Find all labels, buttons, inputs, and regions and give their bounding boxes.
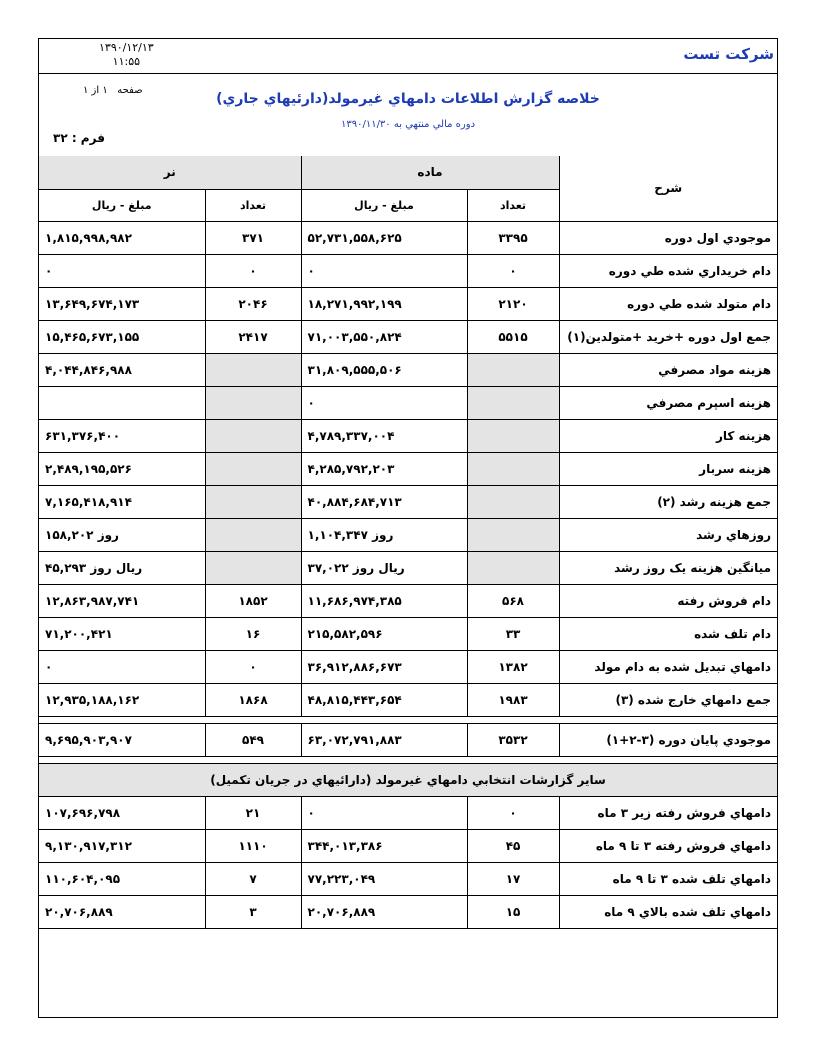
blank-cell xyxy=(39,928,777,988)
female-amount-cell: ۳۴۴,۰۱۳,۳۸۶ xyxy=(301,829,467,862)
female-count-cell: ۳۳ xyxy=(467,617,559,650)
female-amount-cell: ۴۸,۸۱۵,۴۴۳,۶۵۴ xyxy=(301,683,467,716)
table-row xyxy=(39,584,777,617)
female-count-cell: ۵۶۸ xyxy=(467,584,559,617)
male-amount-cell: ۴,۰۴۴,۸۴۶,۹۸۸ xyxy=(39,353,205,386)
table-row xyxy=(39,650,777,683)
female-amount-cell: ۶۳,۰۷۲,۷۹۱,۸۸۳ xyxy=(301,723,467,756)
female-count-cell xyxy=(467,419,559,452)
description-cell: دام فروش رفته xyxy=(559,584,777,617)
print-time: ۱۱:۵۵ xyxy=(112,55,141,68)
table-row xyxy=(39,254,777,287)
male-count-cell xyxy=(205,551,301,584)
male-count-cell: ۲۱ xyxy=(205,796,301,829)
female-amount-cell: ۷۱,۰۰۳,۵۵۰,۸۲۴ xyxy=(301,320,467,353)
female-header: ماده xyxy=(301,156,559,189)
description-cell: جمع اول دوره +خريد +متولدين(۱) xyxy=(559,320,777,353)
female-amount-header: مبلغ - ريال xyxy=(301,189,467,221)
description-cell: دامهاي تبديل شده به دام مولد xyxy=(559,650,777,683)
male-count-header: تعداد xyxy=(205,189,301,221)
male-amount-cell: ۱۰۷,۶۹۶,۷۹۸ xyxy=(39,796,205,829)
male-amount-cell: ۱۳,۶۴۹,۶۷۴,۱۷۳ xyxy=(39,287,205,320)
female-amount-cell: ۳۷,۰۲۲ ريال روز xyxy=(301,551,467,584)
description-cell: دام تلف شده xyxy=(559,617,777,650)
description-cell: هزينه اسپرم مصرفي xyxy=(559,386,777,419)
male-amount-header: مبلغ - ريال xyxy=(39,189,205,221)
female-count-cell xyxy=(467,518,559,551)
description-cell: موجودي اول دوره xyxy=(559,221,777,254)
male-amount-cell: ۱۵,۴۶۵,۶۷۳,۱۵۵ xyxy=(39,320,205,353)
male-count-cell: ۷ xyxy=(205,862,301,895)
male-amount-cell xyxy=(39,386,205,419)
male-count-cell xyxy=(205,452,301,485)
male-count-cell: ۱۶ xyxy=(205,617,301,650)
male-amount-cell: ۰ xyxy=(39,254,205,287)
table-row xyxy=(39,287,777,320)
female-count-cell xyxy=(467,485,559,518)
male-count-cell xyxy=(205,353,301,386)
blank-row xyxy=(39,928,777,988)
female-amount-cell: ۲۰,۷۰۶,۸۸۹ xyxy=(301,895,467,928)
report-table xyxy=(39,156,777,988)
female-count-cell: ۱۳۸۲ xyxy=(467,650,559,683)
separator-cell xyxy=(39,716,777,723)
male-amount-cell: ۲,۴۸۹,۱۹۵,۵۲۶ xyxy=(39,452,205,485)
description-cell: هزينه سربار xyxy=(559,452,777,485)
table-row xyxy=(39,683,777,716)
form-number: فرم : ۳۲ xyxy=(53,131,105,145)
female-count-header: تعداد xyxy=(467,189,559,221)
section-title: ساير گزارشات انتخابي دامهاي غيرمولد (دارائيهاي در جريان تکميل) xyxy=(39,763,777,796)
header-divider xyxy=(39,73,777,74)
male-count-cell: ۳ xyxy=(205,895,301,928)
female-count-cell: ۲۱۲۰ xyxy=(467,287,559,320)
separator-cell xyxy=(39,756,777,763)
description-cell: دامهاي فروش رفته زير ۳ ماه xyxy=(559,796,777,829)
female-amount-cell: ۰ xyxy=(301,796,467,829)
female-amount-cell: ۴۰,۸۸۴,۶۸۴,۷۱۳ xyxy=(301,485,467,518)
female-amount-cell: ۵۲,۷۳۱,۵۵۸,۶۲۵ xyxy=(301,221,467,254)
table-row xyxy=(39,452,777,485)
male-count-cell: ۰ xyxy=(205,254,301,287)
male-amount-cell: ۹,۱۳۰,۹۱۷,۳۱۲ xyxy=(39,829,205,862)
male-count-cell: ۱۱۱۰ xyxy=(205,829,301,862)
female-count-cell: ۰ xyxy=(467,254,559,287)
print-date: ۱۳۹۰/۱۲/۱۳ xyxy=(99,41,154,54)
report-period: دوره مالي منتهي به ۱۳۹۰/۱۱/۳۰ xyxy=(340,119,476,130)
description-cell: موجودي پايان دوره (۳-۲+۱) xyxy=(559,723,777,756)
female-count-cell: ۳۵۳۲ xyxy=(467,723,559,756)
female-amount-cell: ۲۱۵,۵۸۲,۵۹۶ xyxy=(301,617,467,650)
report-title: خلاصه گزارش اطلاعات دامهاي غيرمولد(دارئيهاي جاري) xyxy=(216,91,600,107)
female-count-cell: ۱۷ xyxy=(467,862,559,895)
male-amount-cell: ۲۰,۷۰۶,۸۸۹ xyxy=(39,895,205,928)
print-datetime xyxy=(99,41,154,69)
male-count-cell: ۱۸۵۲ xyxy=(205,584,301,617)
separator-row xyxy=(39,756,777,763)
female-amount-cell: ۷۷,۲۲۳,۰۴۹ xyxy=(301,862,467,895)
table-row xyxy=(39,723,777,756)
male-amount-cell: ۷,۱۶۵,۴۱۸,۹۱۴ xyxy=(39,485,205,518)
female-count-cell: ۰ xyxy=(467,796,559,829)
description-cell: هزينه کار xyxy=(559,419,777,452)
table-row xyxy=(39,617,777,650)
female-amount-cell: ۱۸,۲۷۱,۹۹۲,۱۹۹ xyxy=(301,287,467,320)
female-count-cell: ۱۹۸۳ xyxy=(467,683,559,716)
male-amount-cell: ۱,۸۱۵,۹۹۸,۹۸۲ xyxy=(39,221,205,254)
female-amount-cell: ۳۱,۸۰۹,۵۵۵,۵۰۶ xyxy=(301,353,467,386)
table-row xyxy=(39,320,777,353)
table-row xyxy=(39,485,777,518)
description-cell: دامهاي تلف شده ۳ تا ۹ ماه xyxy=(559,862,777,895)
description-cell: دام خريداري شده طي دوره xyxy=(559,254,777,287)
page-number: ۱ از ۱ xyxy=(83,85,108,96)
male-count-cell xyxy=(205,518,301,551)
table-row xyxy=(39,518,777,551)
male-amount-cell: ۶۳۱,۳۷۶,۴۰۰ xyxy=(39,419,205,452)
report-frame xyxy=(38,38,778,1018)
table-row xyxy=(39,386,777,419)
male-amount-cell: ۱۱۰,۶۰۴,۰۹۵ xyxy=(39,862,205,895)
male-count-cell: ۰ xyxy=(205,650,301,683)
female-amount-cell: ۱,۱۰۴,۳۴۷ روز xyxy=(301,518,467,551)
table-row xyxy=(39,551,777,584)
male-count-cell: ۱۸۶۸ xyxy=(205,683,301,716)
description-header: شرح xyxy=(559,156,777,221)
table-row xyxy=(39,221,777,254)
male-amount-cell: ۱۲,۸۶۳,۹۸۷,۷۴۱ xyxy=(39,584,205,617)
description-cell: دام متولد شده طي دوره xyxy=(559,287,777,320)
male-amount-cell: ۱۵۸,۲۰۲ روز xyxy=(39,518,205,551)
male-amount-cell: ۹,۶۹۵,۹۰۳,۹۰۷ xyxy=(39,723,205,756)
female-count-cell: ۱۵ xyxy=(467,895,559,928)
female-amount-cell: ۴,۲۸۵,۷۹۲,۲۰۳ xyxy=(301,452,467,485)
male-count-cell xyxy=(205,485,301,518)
company-name: شرکت تست xyxy=(683,45,774,63)
female-count-cell: ۴۵ xyxy=(467,829,559,862)
male-count-cell: ۵۴۹ xyxy=(205,723,301,756)
male-header: نر xyxy=(39,156,301,189)
male-amount-cell: ۰ xyxy=(39,650,205,683)
male-amount-cell: ۱۲,۹۳۵,۱۸۸,۱۶۲ xyxy=(39,683,205,716)
male-count-cell: ۲۴۱۷ xyxy=(205,320,301,353)
table-row xyxy=(39,796,777,829)
group-header-row xyxy=(39,156,777,189)
female-count-cell: ۵۵۱۵ xyxy=(467,320,559,353)
female-amount-cell: ۱۱,۶۸۶,۹۷۴,۳۸۵ xyxy=(301,584,467,617)
female-amount-cell: ۰ xyxy=(301,386,467,419)
female-count-cell: ۳۳۹۵ xyxy=(467,221,559,254)
female-amount-cell: ۰ xyxy=(301,254,467,287)
male-count-cell xyxy=(205,419,301,452)
table-row xyxy=(39,895,777,928)
description-cell: ميانگين هزينه يک روز رشد xyxy=(559,551,777,584)
table-row xyxy=(39,419,777,452)
female-amount-cell: ۳۶,۹۱۲,۸۸۶,۶۷۳ xyxy=(301,650,467,683)
female-count-cell xyxy=(467,353,559,386)
separator-row xyxy=(39,716,777,723)
table-row xyxy=(39,862,777,895)
male-count-cell xyxy=(205,386,301,419)
description-cell: دامهاي تلف شده بالاي ۹ ماه xyxy=(559,895,777,928)
description-cell: دامهاي فروش رفته ۳ تا ۹ ماه xyxy=(559,829,777,862)
male-count-cell: ۳۷۱ xyxy=(205,221,301,254)
page-label: صفحه xyxy=(117,85,143,96)
section-header-row xyxy=(39,763,777,796)
male-count-cell: ۲۰۴۶ xyxy=(205,287,301,320)
description-cell: جمع دامهاي خارج شده (۳) xyxy=(559,683,777,716)
table-row xyxy=(39,829,777,862)
female-count-cell xyxy=(467,452,559,485)
description-cell: جمع هزينه رشد (۲) xyxy=(559,485,777,518)
description-cell: روزهاي رشد xyxy=(559,518,777,551)
female-count-cell xyxy=(467,551,559,584)
table-row xyxy=(39,353,777,386)
male-amount-cell: ۴۵,۲۹۳ ريال روز xyxy=(39,551,205,584)
female-count-cell xyxy=(467,386,559,419)
female-amount-cell: ۴,۷۸۹,۳۳۷,۰۰۴ xyxy=(301,419,467,452)
description-cell: هزينه مواد مصرفي xyxy=(559,353,777,386)
male-amount-cell: ۷۱,۲۰۰,۴۲۱ xyxy=(39,617,205,650)
